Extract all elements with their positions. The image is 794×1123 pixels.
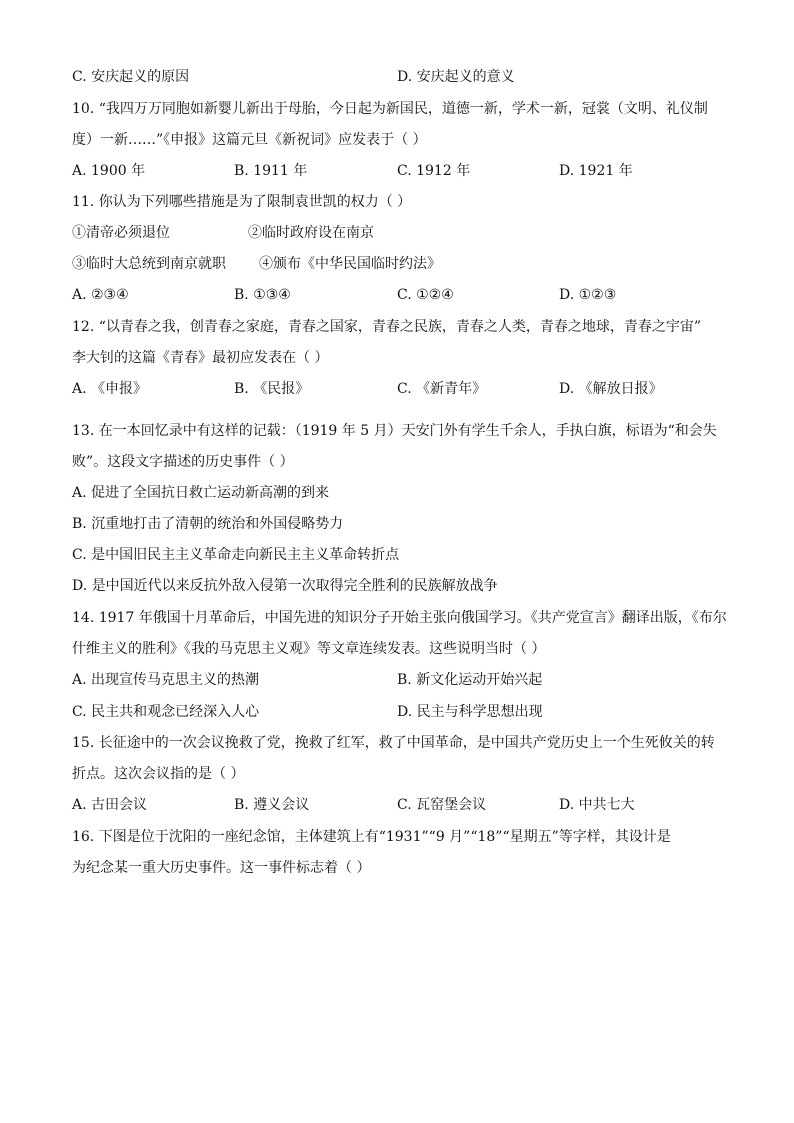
q11-item-4: ④颁布《中华民国临时约法》 bbox=[259, 256, 441, 272]
q13-stem-line1: 13. 在一本回忆录中有这样的记载：（1919 年 5 月）天安门外有学生千余人，手执白旗，标语为“和会失 bbox=[72, 423, 717, 439]
q13-option-d: D. 是中国近代以来反抗外敌入侵第一次取得完全胜利的民族解放战争 bbox=[72, 578, 498, 594]
q10-stem-line2: 度）一新……”《申报》这篇元旦《新祝词》应发表于（ ） bbox=[72, 132, 427, 148]
q15-option-d: D. 中共七大 bbox=[559, 797, 635, 813]
q10-stem-line1: 10. “我四万万同胞如新婴儿新出于母胎，今日起为新国民，道德一新，学术一新，冠裳（文明、礼仪制 bbox=[72, 101, 708, 117]
q16-stem-line2: 为纪念某一重大历史事件。这一事件标志着（ ） bbox=[72, 860, 371, 876]
q14-option-c: C. 民主共和观念已经深入人心 bbox=[72, 704, 260, 720]
q15-option-b: B. 遵义会议 bbox=[234, 797, 310, 813]
q13-option-c: C. 是中国旧民主主义革命走向新民主主义革命转折点 bbox=[72, 547, 400, 563]
q15-stem-line1: 15. 长征途中的一次会议挽救了党，挽救了红军，救了中国革命，是中国共产党历史上一个生死攸关的转 bbox=[72, 735, 715, 751]
q13-option-a: A. 促进了全国抗日救亡运动新高潮的到来 bbox=[72, 485, 330, 501]
q12-option-d: D. 《解放日报》 bbox=[559, 381, 663, 397]
q12-option-c: C. 《新青年》 bbox=[397, 381, 487, 397]
q14-stem-line2: 什维主义的胜利》《我的马克思主义观》等文章连续发表。这些说明当时（ ） bbox=[72, 641, 546, 657]
q15-option-c: C. 瓦窑堡会议 bbox=[397, 797, 487, 813]
q11-stem: 11. 你认为下列哪些措施是为了限制袁世凯的权力（ ） bbox=[72, 194, 412, 210]
q11-option-b: B. ①③④ bbox=[234, 287, 291, 303]
q16-stem-line1: 16. 下图是位于沈阳的一座纪念馆，主体建筑上有“1931”“9 月”“18”“星期五”等字样，其设计是 bbox=[72, 829, 671, 845]
q12-option-a: A. 《申报》 bbox=[72, 381, 148, 397]
q14-option-a: A. 出现宣传马克思主义的热潮 bbox=[72, 672, 260, 688]
q9-option-d: D. 安庆起义的意义 bbox=[397, 69, 515, 85]
q13-stem-line2: 败”。这段文字描述的历史事件（ ） bbox=[72, 454, 294, 470]
q10-option-c: C. 1912 年 bbox=[397, 163, 471, 179]
q14-option-b: B. 新文化运动开始兴起 bbox=[397, 672, 543, 688]
q15-stem-line2: 折点。这次会议指的是（ ） bbox=[72, 766, 245, 782]
q12-stem-line1: 12. “以青春之我，创青春之家庭，青春之国家，青春之民族，青春之人类，青春之地球，青春之宇宙” bbox=[72, 319, 702, 335]
q11-item-1: ①清帝必须退位 bbox=[72, 225, 170, 241]
q12-stem-line2: 李大钊的这篇《青春》最初应发表在（ ） bbox=[72, 350, 329, 366]
q11-item-2: ②临时政府设在南京 bbox=[248, 225, 374, 241]
q10-option-b: B. 1911 年 bbox=[234, 163, 308, 179]
q11-option-a: A. ②③④ bbox=[72, 287, 129, 303]
q10-option-a: A. 1900 年 bbox=[72, 163, 146, 179]
q14-stem-line1: 14. 1917 年俄国十月革命后，中国先进的知识分子开始主张向俄国学习。《共产党宣言》翻译出版，《布尔 bbox=[72, 610, 727, 626]
q9-option-c: C. 安庆起义的原因 bbox=[72, 69, 190, 85]
q12-option-b: B. 《民报》 bbox=[234, 381, 310, 397]
q11-option-d: D. ①②③ bbox=[559, 287, 617, 303]
q15-option-a: A. 古田会议 bbox=[72, 797, 148, 813]
q10-option-d: D. 1921 年 bbox=[559, 163, 633, 179]
q11-item-3: ③临时大总统到南京就职 bbox=[72, 256, 226, 272]
q13-option-b: B. 沉重地打击了清朝的统治和外国侵略势力 bbox=[72, 516, 344, 532]
q11-option-c: C. ①②④ bbox=[397, 287, 454, 303]
q14-option-d: D. 民主与科学思想出现 bbox=[397, 704, 543, 720]
